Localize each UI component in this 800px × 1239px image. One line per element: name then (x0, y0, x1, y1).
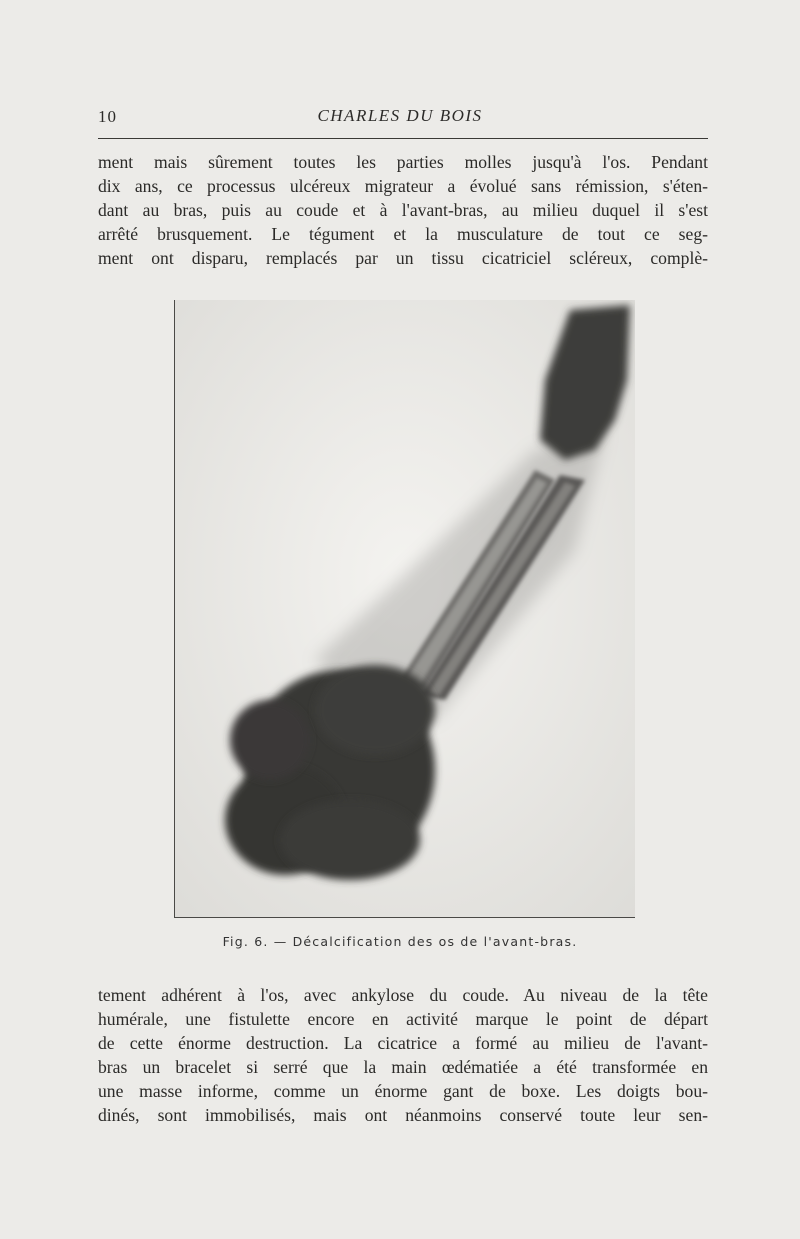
text-line: dix ans, ce processus ulcéreux migrateur a évolué sans rémission, s'éten- (98, 176, 708, 196)
text-line: bras un bracelet si serré que la main œdématiée a été transformée en (98, 1057, 708, 1077)
text-line: arrêté brusquement. Le tégument et la musculature de tout ce seg- (98, 224, 708, 244)
text-line: dinés, sont immobilisés, mais ont néanmoins conservé toute leur sen- (98, 1105, 708, 1125)
text-line: ment mais sûrement toutes les parties molles jusqu'à l'os. Pendant (98, 152, 708, 172)
running-head: CHARLES DU BOIS (317, 106, 483, 125)
figure-caption: Fig. 6. — Décalcification des os de l'avant-bras. (222, 934, 578, 949)
xray-figure (174, 300, 635, 918)
text-line: une masse informe, comme un énorme gant de boxe. Les doigts bou- (98, 1081, 708, 1101)
text-line: ment ont disparu, remplacés par un tissu cicatriciel scléreux, complè- (98, 248, 708, 268)
text-line: de cette énorme destruction. La cicatrice a formé au milieu de l'avant- (98, 1033, 708, 1053)
paragraph-top (98, 150, 708, 270)
text-line: dant au bras, puis au coude et à l'avant-bras, au milieu duquel il s'est (98, 200, 708, 220)
text-line: tement adhérent à l'os, avec ankylose du coude. Au niveau de la tête (98, 985, 708, 1005)
paragraph-bottom (98, 983, 708, 1127)
xray-image (175, 300, 635, 917)
page-number: 10 (98, 107, 117, 126)
text-line: humérale, une fistulette encore en activité marque le point de départ (98, 1009, 708, 1029)
header-rule (98, 138, 708, 139)
